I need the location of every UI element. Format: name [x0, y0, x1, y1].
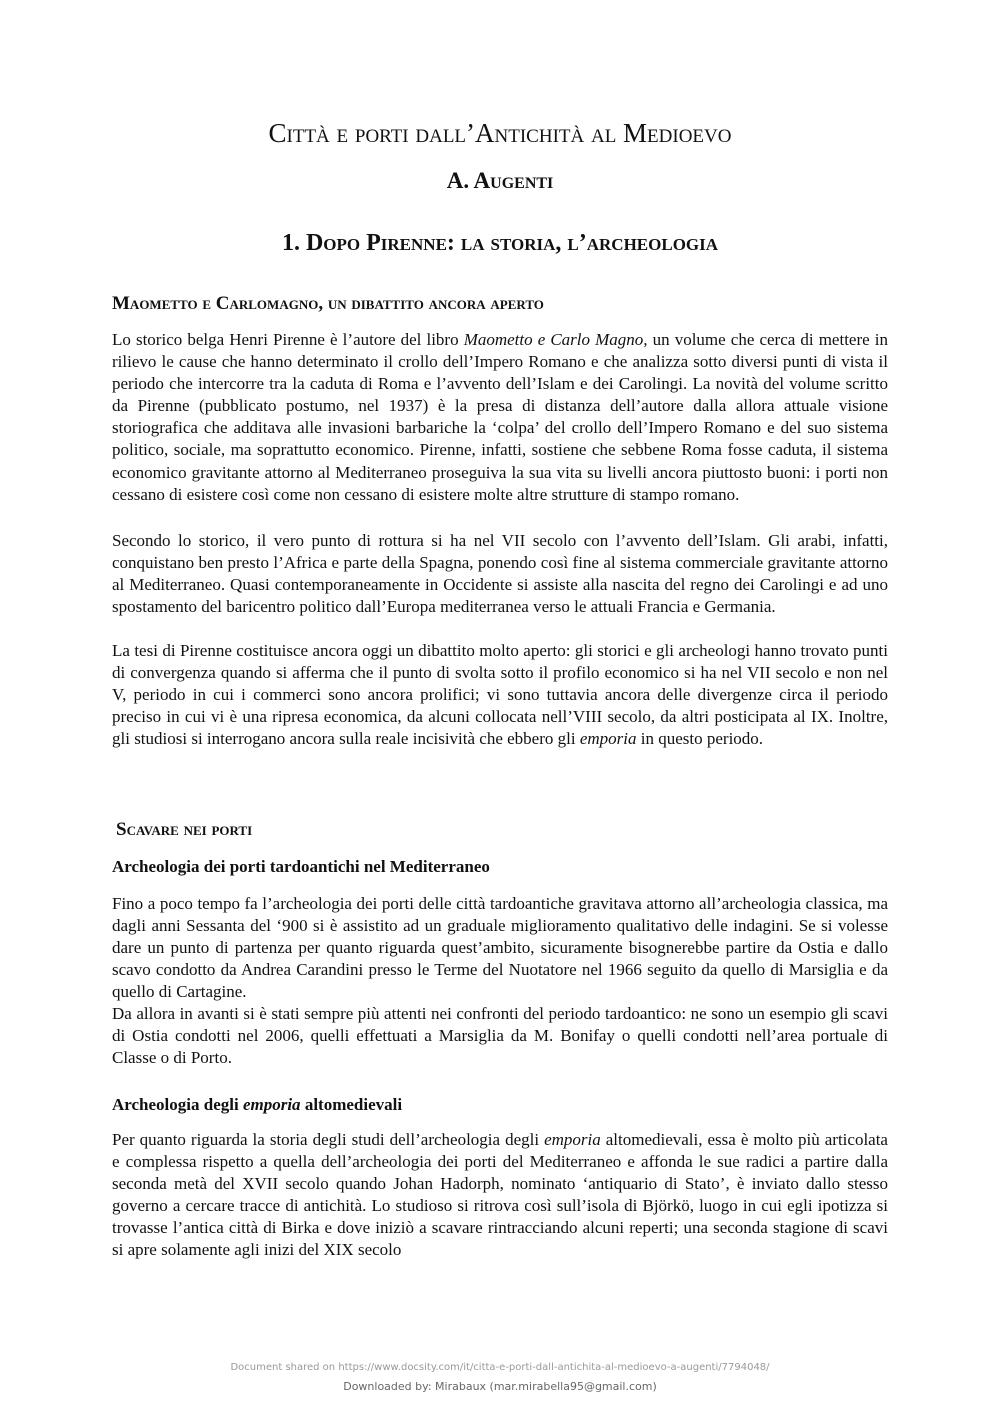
footer-downloaded-line: Downloaded by: Mirabaux (mar.mirabella95@gmail.com)	[343, 1380, 657, 1393]
subheading-text: Archeologia degli	[112, 1095, 243, 1114]
subheading-text: altomedievali	[300, 1095, 403, 1114]
book-title-italic: Maometto e Carlo Magno,	[463, 330, 648, 349]
paragraph-text: in questo periodo.	[636, 729, 764, 749]
document-title: Città e porti dall’Antichità al Medioevo	[268, 118, 732, 148]
paragraph-emporia-storia	[112, 1129, 888, 1262]
footer-shared-line	[0, 1362, 1000, 1373]
paragraph-islam: Secondo lo storico, il vero punto di rottura si ha nel VII secolo con l’avvento dell’Islam. Gli arabi, infatti, conquistano ben presto l’Africa e parte della Spagna, ponendo così fine al sistema commerciale gravitante attorno al Mediterraneo. Quasi contemporaneamente in Occidente si assiste alla nascita del regno dei Carolingi e ad uno spostamento del baricentro politico dall’Europa mediterranea verso le attuali Francia e Germania.	[112, 531, 888, 617]
paragraph-text: Lo storico belga Henri Pirenne è l’autore del libro	[112, 330, 464, 349]
paragraph-pirenne-intro	[112, 329, 888, 506]
footer-shared-prefix: Document shared on	[230, 1362, 339, 1373]
chapter-heading: 1. Dopo Pirenne: la storia, l’archeologia	[281, 230, 719, 256]
paragraph-text: La tesi di Pirenne costituisce ancora oggi un dibattito molto aperto: gli storici e gli archeologi hanno trovato punti di convergenza quando si afferma che il punto di svolta sotto il profilo economico si ha nel VII secolo e non nel V, periodo in cui i commerci sono ancora prolifici; vi sono tuttavia ancora delle divergenze circa il periodo preciso in cui vi è una ripresa economica, da alcuni collocata nell’VIII secolo, da altri posticipata al IX. Inoltre, gli studiosi si interrogano ancora sulla reale incisività che ebbero gli	[112, 641, 888, 749]
section-heading-maometto: Maometto e Carlomagno, un dibattito ancora aperto	[112, 293, 544, 314]
paragraph-ostia-2006: Da allora in avanti si è stati sempre più attenti nei confronti del periodo tardoantico: ne sono un esempio gli scavi di Ostia condotti nel 2006, quelli effettuati a Marsiglia da M. Bonifay o quelli condotti nell’area portuale di Classe o di Porto.	[112, 1004, 888, 1068]
paragraph-tesi-pirenne	[112, 640, 888, 750]
section-heading-scavare: Scavare nei porti	[116, 819, 253, 840]
paragraph-text: altomedievali, essa è molto più articolata e complessa rispetto a quella dell’archeologia dei porti del Mediterraneo e affonda le sue radici a partire dalla seconda metà del XVII secolo quando Johan Hadorph, nominato ‘antiquario di Stato’, è inviato dallo stesso governo a cercare tracce di antichità. Lo studioso si ritrova così sull’isola di Björkö, luogo in cui egli ipotizza si trovasse l’antica città di Birka e dove iniziò a scavare rintracciando alcuni reperti; una seconda stagione di scavi si apre solamente agli inizi del XIX secolo	[112, 1130, 888, 1260]
footer-shared-link[interactable]: https://www.docsity.com/it/citta-e-porti-dall-antichita-al-medioevo-a-augenti/7794048/	[338, 1362, 770, 1373]
emporia-italic: emporia	[579, 729, 637, 749]
subheading-emporia	[112, 1094, 402, 1116]
document-author: A. Augenti	[446, 168, 554, 193]
subheading-porti-tardoantichi: Archeologia dei porti tardoantichi nel Mediterraneo	[112, 857, 490, 876]
emporia-italic: emporia	[242, 1095, 301, 1114]
emporia-italic: emporia	[544, 1130, 601, 1149]
paragraph-text: un volume che cerca di mettere in rilievo le cause che hanno determinato il crollo dell’Impero Romano e che analizza sotto diversi punti di vista il periodo che intercorre tra la caduta di Roma e l’avvento dell’Islam e dei Carolingi. La novità del volume scritto da Pirenne (pubblicato postumo, nel 1937) è la presa di distanza dell’autore dalla allora attuale visione storiografica che additava alle invasioni barbariche la ‘colpa’ del crollo dell’Impero Romano e del suo sistema politico, sociale, ma soprattutto economico. Pirenne, infatti, sostiene che sebbene Roma fosse caduta, il sistema economico gravitante attorno al Mediterraneo proseguiva la sua vita su livelli ancora piuttosto buoni: i porti non cessano di esistere così come non cessano di esistere molte altre strutture di stampo romano.	[112, 330, 888, 504]
paragraph-porti-tardoantichi: Fino a poco tempo fa l’archeologia dei porti delle città tardoantiche gravitava attorno all’archeologia classica, ma dagli anni Sessanta del ‘900 si è assistito ad un graduale miglioramento qualitativo delle indagini. Se si volesse dare un punto di partenza per quanto riguarda quest’ambito, sicuramente bisognerebbe partire da Ostia e dallo scavo condotto da Andrea Carandini presso le Terme del Nuotatore nel 1966 seguito da quello di Marsiglia e da quello di Cartagine.	[112, 894, 888, 1002]
paragraph-text: Per quanto riguarda la storia degli studi dell’archeologia degli	[112, 1130, 545, 1149]
